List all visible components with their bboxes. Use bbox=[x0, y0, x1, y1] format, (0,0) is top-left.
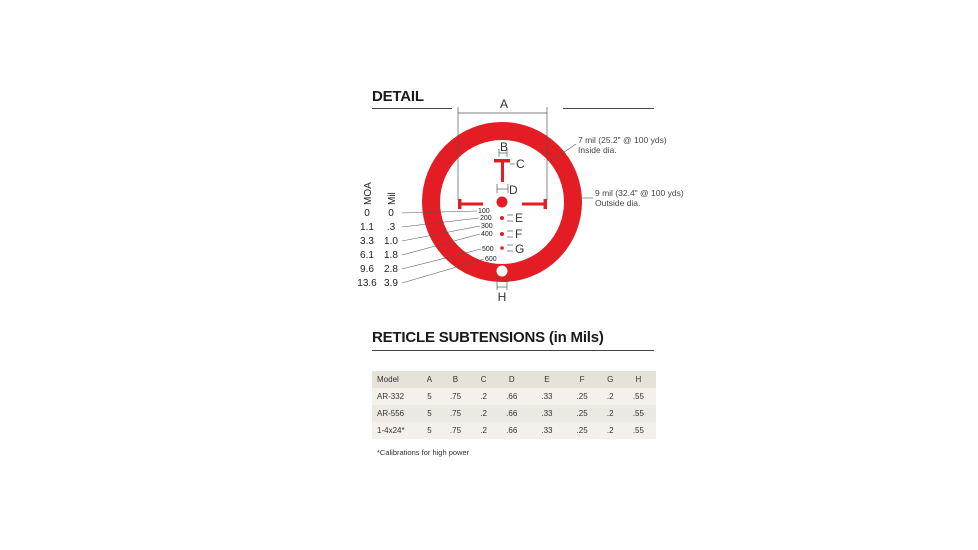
mil-header: Mil bbox=[387, 192, 398, 205]
range-label-400: 400 bbox=[481, 231, 493, 238]
table-cell: AR-332 bbox=[377, 392, 405, 401]
right-post-bar bbox=[522, 203, 547, 206]
table-row bbox=[372, 422, 656, 439]
table-row bbox=[372, 388, 656, 405]
moa-header: MOA bbox=[363, 182, 374, 205]
table-cell: .66 bbox=[506, 392, 518, 401]
moa-value: 0 bbox=[364, 208, 370, 219]
table-cell: .75 bbox=[449, 409, 462, 418]
column-header: A bbox=[421, 371, 438, 388]
table-cell: .33 bbox=[541, 392, 553, 401]
range-label-600: 600 bbox=[485, 256, 497, 263]
range-label-300: 300 bbox=[481, 223, 493, 230]
table-cell: .33 bbox=[541, 409, 553, 418]
mil-value: 3.9 bbox=[384, 278, 398, 289]
dim-c-label: C bbox=[516, 157, 525, 171]
range-label-100: 100 bbox=[478, 208, 490, 215]
detail-heading: DETAIL bbox=[372, 88, 424, 105]
table-cell: .75 bbox=[449, 426, 462, 435]
table-cell: .25 bbox=[576, 426, 588, 435]
table-cell: .55 bbox=[632, 392, 644, 401]
footnote: *Calibrations for high power bbox=[377, 448, 470, 457]
range-dot-400 bbox=[500, 232, 504, 236]
table-cell: .75 bbox=[449, 392, 462, 401]
column-header: B bbox=[438, 371, 473, 388]
column-header: H bbox=[621, 371, 656, 388]
column-header: G bbox=[600, 371, 621, 388]
dim-h-label: H bbox=[497, 290, 507, 304]
moa-value: 13.6 bbox=[357, 278, 377, 289]
table-cell: .55 bbox=[632, 426, 644, 435]
dim-g-label: G bbox=[515, 242, 525, 256]
dim-d-label: D bbox=[509, 183, 518, 197]
table-cell: .66 bbox=[506, 409, 518, 418]
dim-e-label: E bbox=[515, 211, 524, 225]
column-header: D bbox=[494, 371, 529, 388]
range-dot-200 bbox=[500, 216, 504, 220]
bottom-aperture bbox=[496, 265, 508, 277]
scale-table bbox=[357, 208, 398, 289]
column-header: E bbox=[529, 371, 564, 388]
range-label-500: 500 bbox=[482, 246, 494, 253]
table-cell: .2 bbox=[606, 392, 614, 401]
table-cell: .2 bbox=[480, 426, 487, 435]
moa-value: 6.1 bbox=[360, 250, 374, 261]
range-label-200: 200 bbox=[480, 215, 492, 222]
mil-value: 1.0 bbox=[384, 236, 398, 247]
outside-note-line2: Outside dia. bbox=[595, 198, 641, 208]
center-dot bbox=[497, 197, 508, 208]
table-row bbox=[372, 405, 656, 422]
dim-f-label: F bbox=[515, 227, 523, 241]
table-cell: .2 bbox=[480, 409, 487, 418]
moa-value: 1.1 bbox=[360, 222, 374, 233]
table-cell: .2 bbox=[606, 426, 614, 435]
subtensions-table bbox=[372, 371, 656, 439]
table-header-row bbox=[372, 371, 656, 388]
table-cell: .55 bbox=[632, 409, 644, 418]
moa-value: 3.3 bbox=[360, 236, 374, 247]
table-cell: .66 bbox=[506, 426, 518, 435]
table-cell: .2 bbox=[480, 392, 487, 401]
subtensions-underline bbox=[372, 350, 654, 351]
table-cell: 5 bbox=[427, 426, 432, 435]
mil-value: 2.8 bbox=[384, 264, 398, 275]
table-cell: AR-556 bbox=[377, 409, 405, 418]
mil-value: 0 bbox=[388, 208, 394, 219]
mil-value: 1.8 bbox=[384, 250, 398, 261]
inside-note-line2: Inside dia. bbox=[578, 145, 617, 155]
table-cell: .25 bbox=[576, 409, 588, 418]
table-cell: 5 bbox=[427, 409, 432, 418]
subtensions-heading: RETICLE SUBTENSIONS (in Mils) bbox=[372, 329, 604, 346]
table-cell: 1-4x24* bbox=[377, 426, 405, 435]
outside-note-line1: 9 mil (32.4" @ 100 yds) bbox=[595, 188, 684, 198]
mil-value: .3 bbox=[386, 222, 396, 233]
table-cell: .25 bbox=[576, 392, 588, 401]
dim-b-label: B bbox=[499, 140, 509, 154]
column-header: C bbox=[473, 371, 494, 388]
table-cell: .33 bbox=[541, 426, 553, 435]
range-dot-500 bbox=[500, 246, 504, 250]
moa-value: 9.6 bbox=[360, 264, 374, 275]
table-cell: .2 bbox=[606, 409, 614, 418]
dim-a-label: A bbox=[499, 97, 509, 111]
inside-note-line1: 7 mil (25.2" @ 100 yds) bbox=[578, 135, 667, 145]
table-cell: 5 bbox=[427, 392, 432, 401]
left-post-bar bbox=[458, 203, 483, 206]
top-post-stem bbox=[501, 159, 504, 182]
column-header: Model bbox=[372, 371, 421, 388]
column-header: F bbox=[565, 371, 600, 388]
